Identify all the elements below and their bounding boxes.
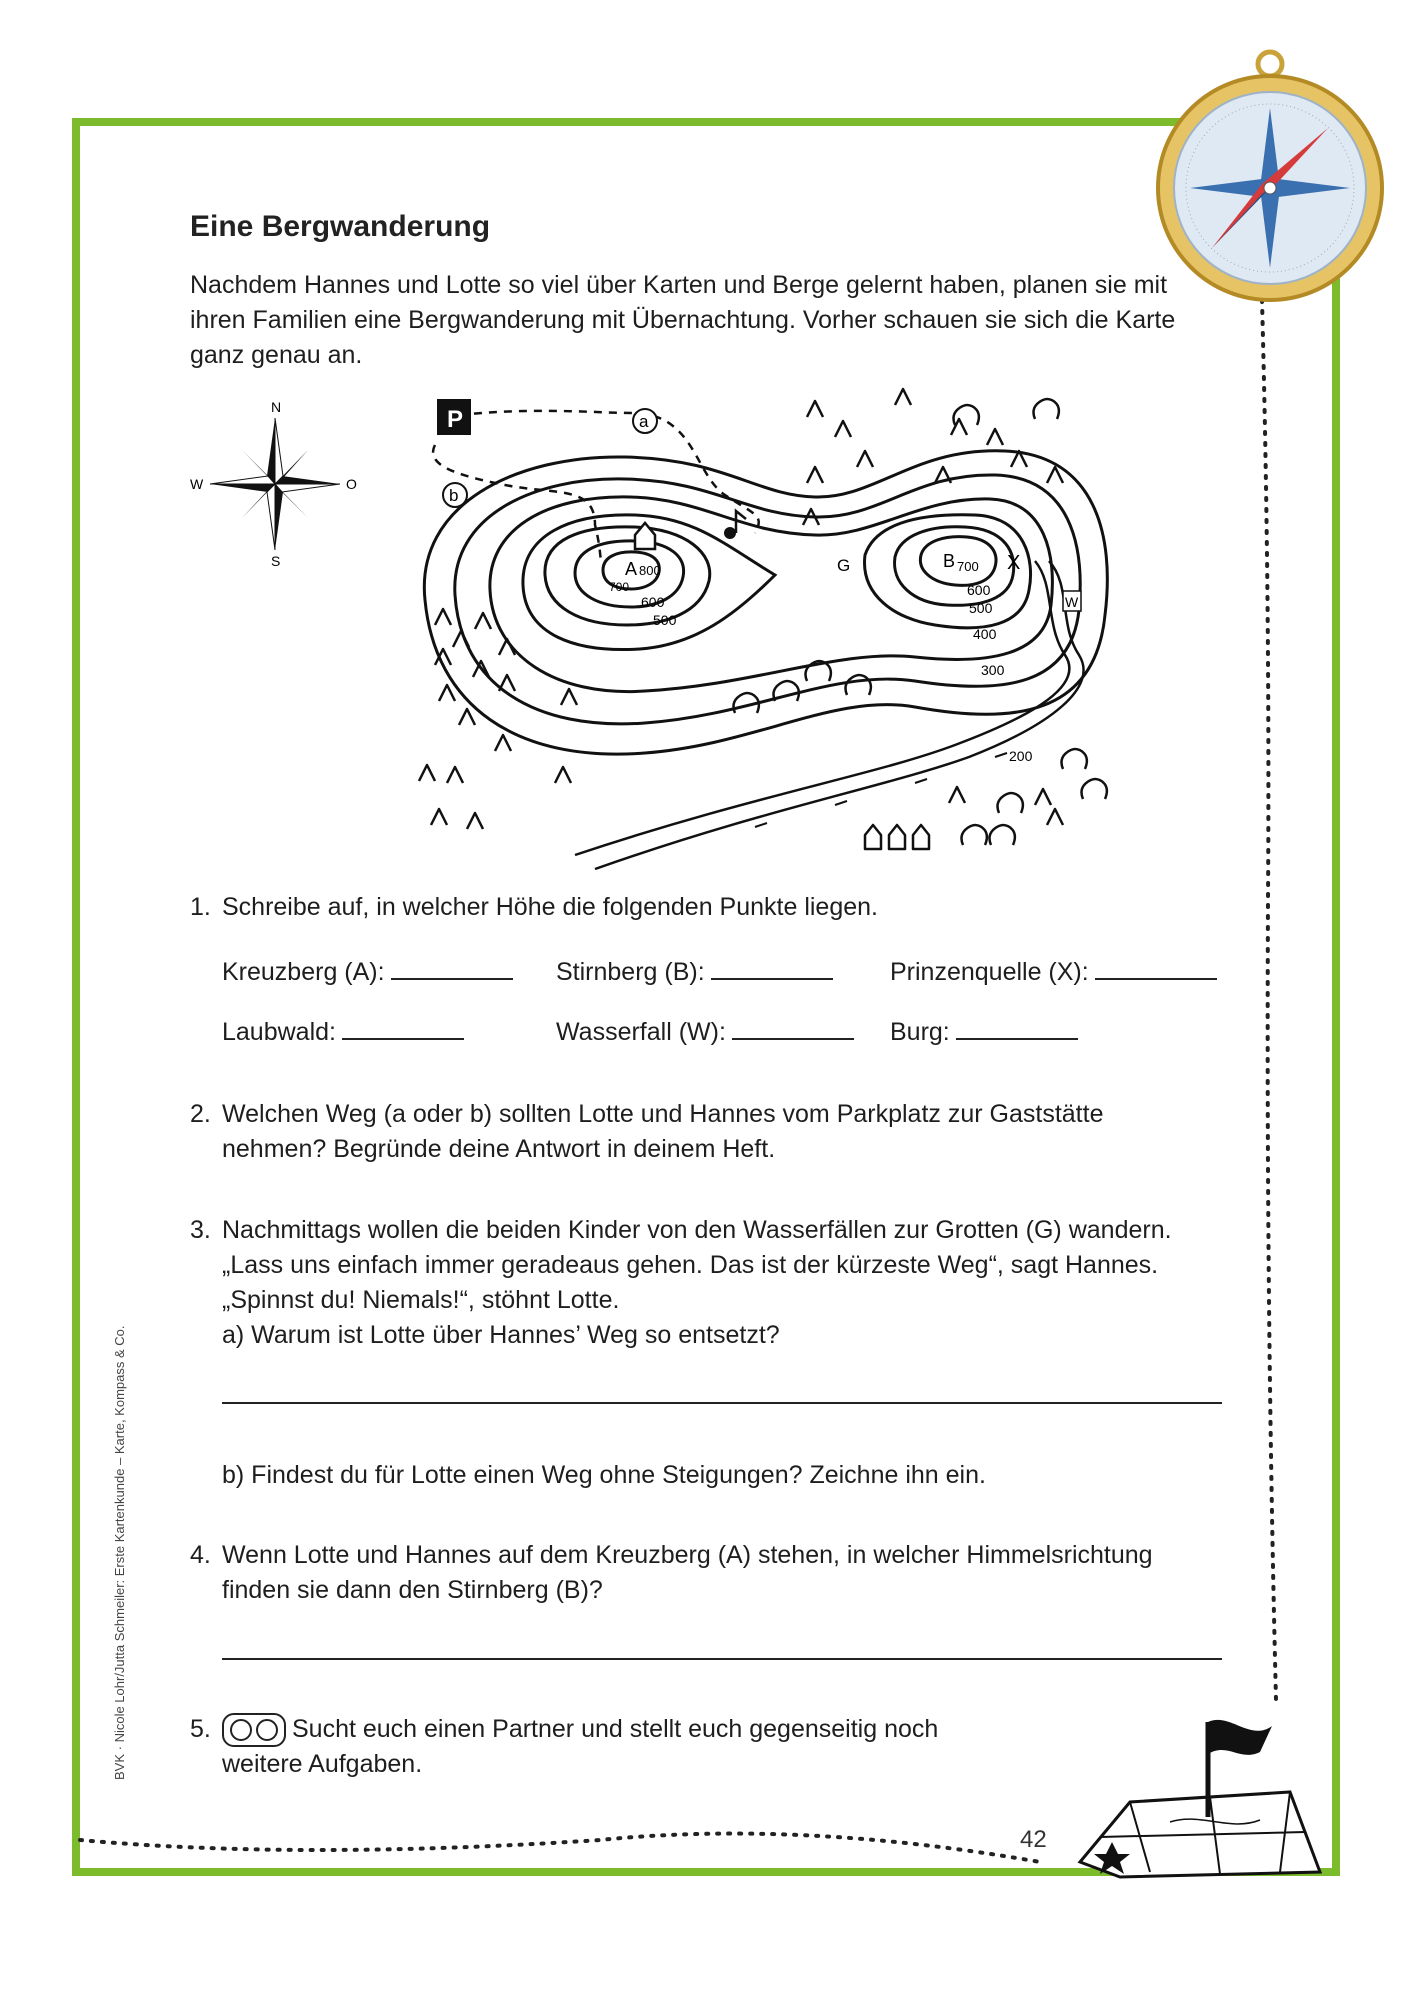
map-label-B: B: [943, 551, 956, 571]
question-4-number: 4.: [190, 1541, 211, 1569]
answer-field-stirnberg[interactable]: Stirnberg (B):: [556, 955, 833, 990]
contour-400: 400: [973, 626, 997, 642]
contour-200: 200: [1009, 748, 1033, 764]
map-label-A800: 800: [639, 563, 661, 578]
answer-field-kreuzberg[interactable]: Kreuzberg (A):: [222, 955, 513, 990]
question-5-number: 5.: [190, 1715, 211, 1743]
question-5-line1: Sucht euch einen Partner und stellt euch gegenseitig noch: [292, 1715, 939, 1743]
answer-field-wasserfall[interactable]: Wasserfall (W):: [556, 1015, 854, 1050]
question-4-line1: Wenn Lotte und Hannes auf dem Kreuzberg (A) stehen, in welcher Himmelsrichtung: [222, 1541, 1153, 1569]
compass-w-label: W: [190, 476, 204, 492]
map-label-X: X: [1007, 552, 1021, 574]
question-1: [190, 890, 878, 925]
map-label-G: G: [837, 556, 851, 575]
partner-work-icon: [222, 1713, 286, 1747]
question-3-line2: „Lass uns einfach immer geradeaus gehen. Das ist der kürzeste Weg“, sagt Hannes.: [222, 1251, 1159, 1279]
route-b-label: b: [449, 486, 459, 505]
intro-paragraph: Nachdem Hannes und Lotte so viel über Karten und Berge gelernt haben, planen sie mit ihren Familien eine Bergwanderung mit Übernachtung. Vorher schauen sie sich die Karte ganz genau an.: [190, 271, 1176, 369]
map-label-A: A: [625, 559, 638, 579]
question-4: [190, 1538, 1153, 1608]
answer-field-prinzenquelle[interactable]: Prinzenquelle (X):: [890, 955, 1217, 990]
contour-500b: 500: [969, 600, 993, 616]
compass-s-label: S: [271, 553, 281, 568]
map-label-B700: 700: [957, 559, 979, 574]
question-5-line2: weitere Aufgaben.: [222, 1750, 423, 1779]
contour-300: 300: [981, 662, 1005, 678]
question-3-line3: „Spinnst du! Niemals!“, stöhnt Lotte.: [222, 1286, 620, 1314]
answer-field-burg[interactable]: Burg:: [890, 1015, 1078, 1050]
compass-n-label: N: [271, 399, 282, 415]
contour-600a: 600: [641, 594, 665, 610]
compass-o-label: O: [346, 476, 357, 492]
page-title: Eine Bergwanderung: [190, 210, 491, 243]
answer-field-laubwald[interactable]: Laubwald:: [222, 1015, 464, 1050]
question-4-line2: finden sie dann den Stirnberg (B)?: [222, 1576, 603, 1604]
question-3b: b) Findest du für Lotte einen Weg ohne Steigungen? Zeichne ihn ein.: [222, 1461, 986, 1489]
question-2-line1: Welchen Weg (a oder b) sollten Lotte und Hannes vom Parkplatz zur Gaststätte: [222, 1100, 1104, 1128]
question-3a: a) Warum ist Lotte über Hannes’ Weg so entsetzt?: [222, 1321, 780, 1349]
svg-text:P: P: [447, 406, 464, 433]
page-number: 42: [1020, 1826, 1047, 1853]
question-1-text: Schreibe auf, in welcher Höhe die folgenden Punkte liegen.: [222, 893, 878, 921]
question-2-number: 2.: [190, 1100, 211, 1128]
map-flag-decoration: [1060, 1712, 1330, 1882]
question-3-line1: Nachmittags wollen die beiden Kinder von den Wasserfällen zur Grotten (G) wandern.: [222, 1216, 1172, 1244]
contour-500a: 500: [653, 612, 677, 628]
question-2: [190, 1097, 1103, 1167]
contour-600b: 600: [967, 582, 991, 598]
question-3: [190, 1213, 1172, 1353]
contour-700a: 700: [609, 580, 630, 594]
route-a-label: a: [639, 412, 649, 431]
side-credit: BVK · Nicole Lohr/Jutta Schmeiler: Erste Kartenkunde – Karte, Kompass & Co.: [112, 1325, 127, 1780]
answer-line-3a[interactable]: [222, 1402, 1222, 1404]
answer-line-4[interactable]: [222, 1658, 1222, 1660]
map-label-W: W: [1065, 594, 1079, 610]
question-5: [190, 1712, 938, 1782]
compass-rose-icon: [188, 398, 358, 568]
contour-map: [395, 385, 1130, 870]
question-2-line2: nehmen? Begründe deine Antwort in deinem Heft.: [222, 1135, 776, 1163]
question-3-number: 3.: [190, 1216, 211, 1244]
question-1-number: 1.: [190, 893, 211, 921]
